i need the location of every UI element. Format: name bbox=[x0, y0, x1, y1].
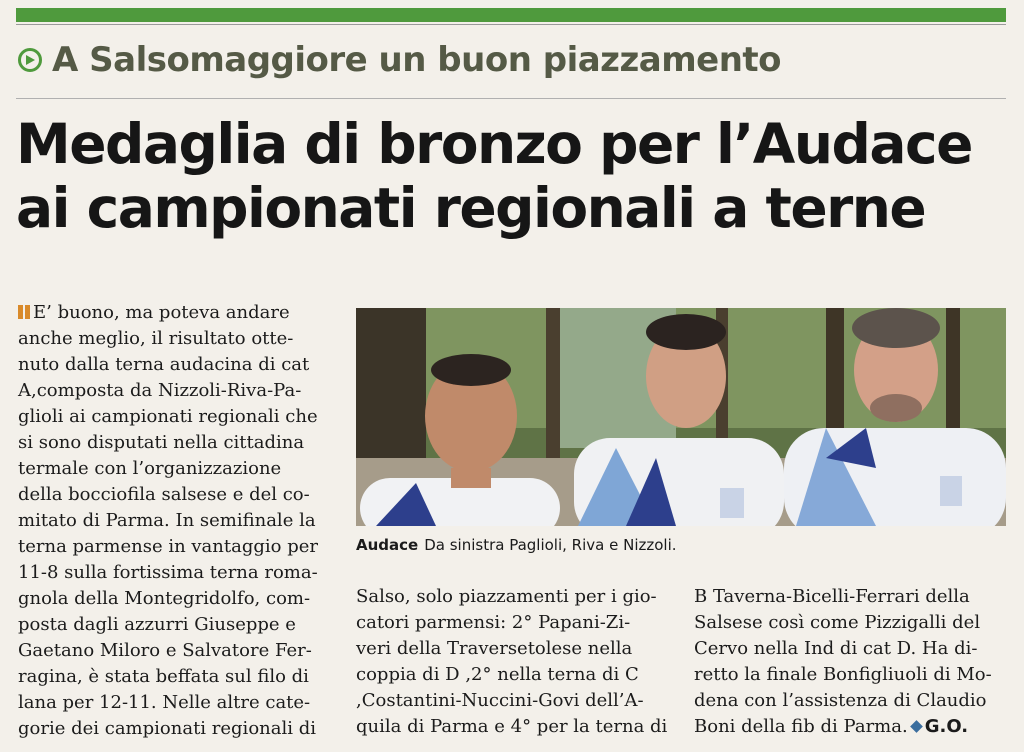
text-line: glioli ai campionati regionali che bbox=[18, 406, 318, 427]
text-line: 11-8 sulla fortissima terna roma- bbox=[18, 562, 318, 583]
headline bbox=[16, 112, 1006, 240]
text-line: termale con l’organizzazione bbox=[18, 458, 282, 479]
article-column-3 bbox=[694, 584, 1006, 740]
kicker bbox=[18, 40, 781, 80]
team-photo bbox=[356, 308, 1006, 526]
article-column-2 bbox=[356, 584, 668, 740]
text-line: anche meglio, il risultato otte- bbox=[18, 328, 294, 349]
text-line: quila di Parma e 4° per la terna di bbox=[356, 716, 668, 737]
text-line: dena con l’assistenza di Claudio bbox=[694, 690, 987, 711]
text-line: Boni della fib di Parma. G.O. bbox=[694, 716, 969, 737]
text-line: ,Costantini-Nuccini-Govi dell’A- bbox=[356, 690, 644, 711]
text-line: Salso, solo piazzamenti per i gio- bbox=[356, 586, 657, 607]
text-line: nuto dalla terna audacina di cat bbox=[18, 354, 310, 375]
text-line: terna parmense in vantaggio per bbox=[18, 536, 318, 557]
headline-line: Medaglia di bronzo per l’Audace bbox=[16, 112, 972, 176]
headline-line: ai campionati regionali a terne bbox=[16, 176, 926, 240]
text-line: gorie dei campionati regionali di bbox=[18, 718, 316, 739]
kicker-text: A Salsomaggiore un buon piazzamento bbox=[52, 40, 782, 80]
text-line: posta dagli azzurri Giuseppe e bbox=[18, 614, 296, 635]
text-line: B Taverna-Bicelli-Ferrari della bbox=[694, 586, 970, 607]
article-column-1 bbox=[18, 300, 332, 742]
text-line: gnola della Montegridolfo, com- bbox=[18, 588, 311, 609]
text-line: mitato di Parma. In semifinale la bbox=[18, 510, 316, 531]
text-line: retto la finale Bonfigliuoli di Mo- bbox=[694, 664, 992, 685]
text-line: si sono disputati nella cittadina bbox=[18, 432, 305, 453]
text-line: veri della Traversetolese nella bbox=[356, 638, 633, 659]
text-line: catori parmensi: 2° Papani-Zi- bbox=[356, 612, 631, 633]
author-signature: G.O. bbox=[924, 716, 969, 737]
caption-text: Da sinistra Paglioli, Riva e Nizzoli. bbox=[424, 536, 677, 554]
text-line: Salsese così come Pizzigalli del bbox=[694, 612, 981, 633]
text-line: ragina, è stata beffata sul filo di bbox=[18, 666, 309, 687]
end-of-article-icon bbox=[910, 720, 923, 733]
text-line: A,composta da Nizzoli-Riva-Pa- bbox=[18, 380, 302, 401]
caption-label: Audace bbox=[356, 536, 419, 554]
divider bbox=[16, 98, 1006, 99]
text-line: Cervo nella Ind di cat D. Ha di- bbox=[694, 638, 978, 659]
play-arrow-icon bbox=[18, 48, 42, 72]
section-color-bar bbox=[16, 8, 1006, 22]
text-line: Gaetano Miloro e Salvatore Fer- bbox=[18, 640, 312, 661]
text-line: E’ buono, ma poteva andare bbox=[18, 300, 332, 326]
paragraph-marker-icon bbox=[18, 305, 30, 319]
photo-caption bbox=[356, 536, 1006, 554]
text-line: coppia di D ,2° nella terna di C bbox=[356, 664, 639, 685]
text-line: della bocciofila salsese e del co- bbox=[18, 484, 310, 505]
text-line: lana per 12-11. Nelle altre cate- bbox=[18, 692, 311, 713]
divider bbox=[16, 24, 1006, 25]
